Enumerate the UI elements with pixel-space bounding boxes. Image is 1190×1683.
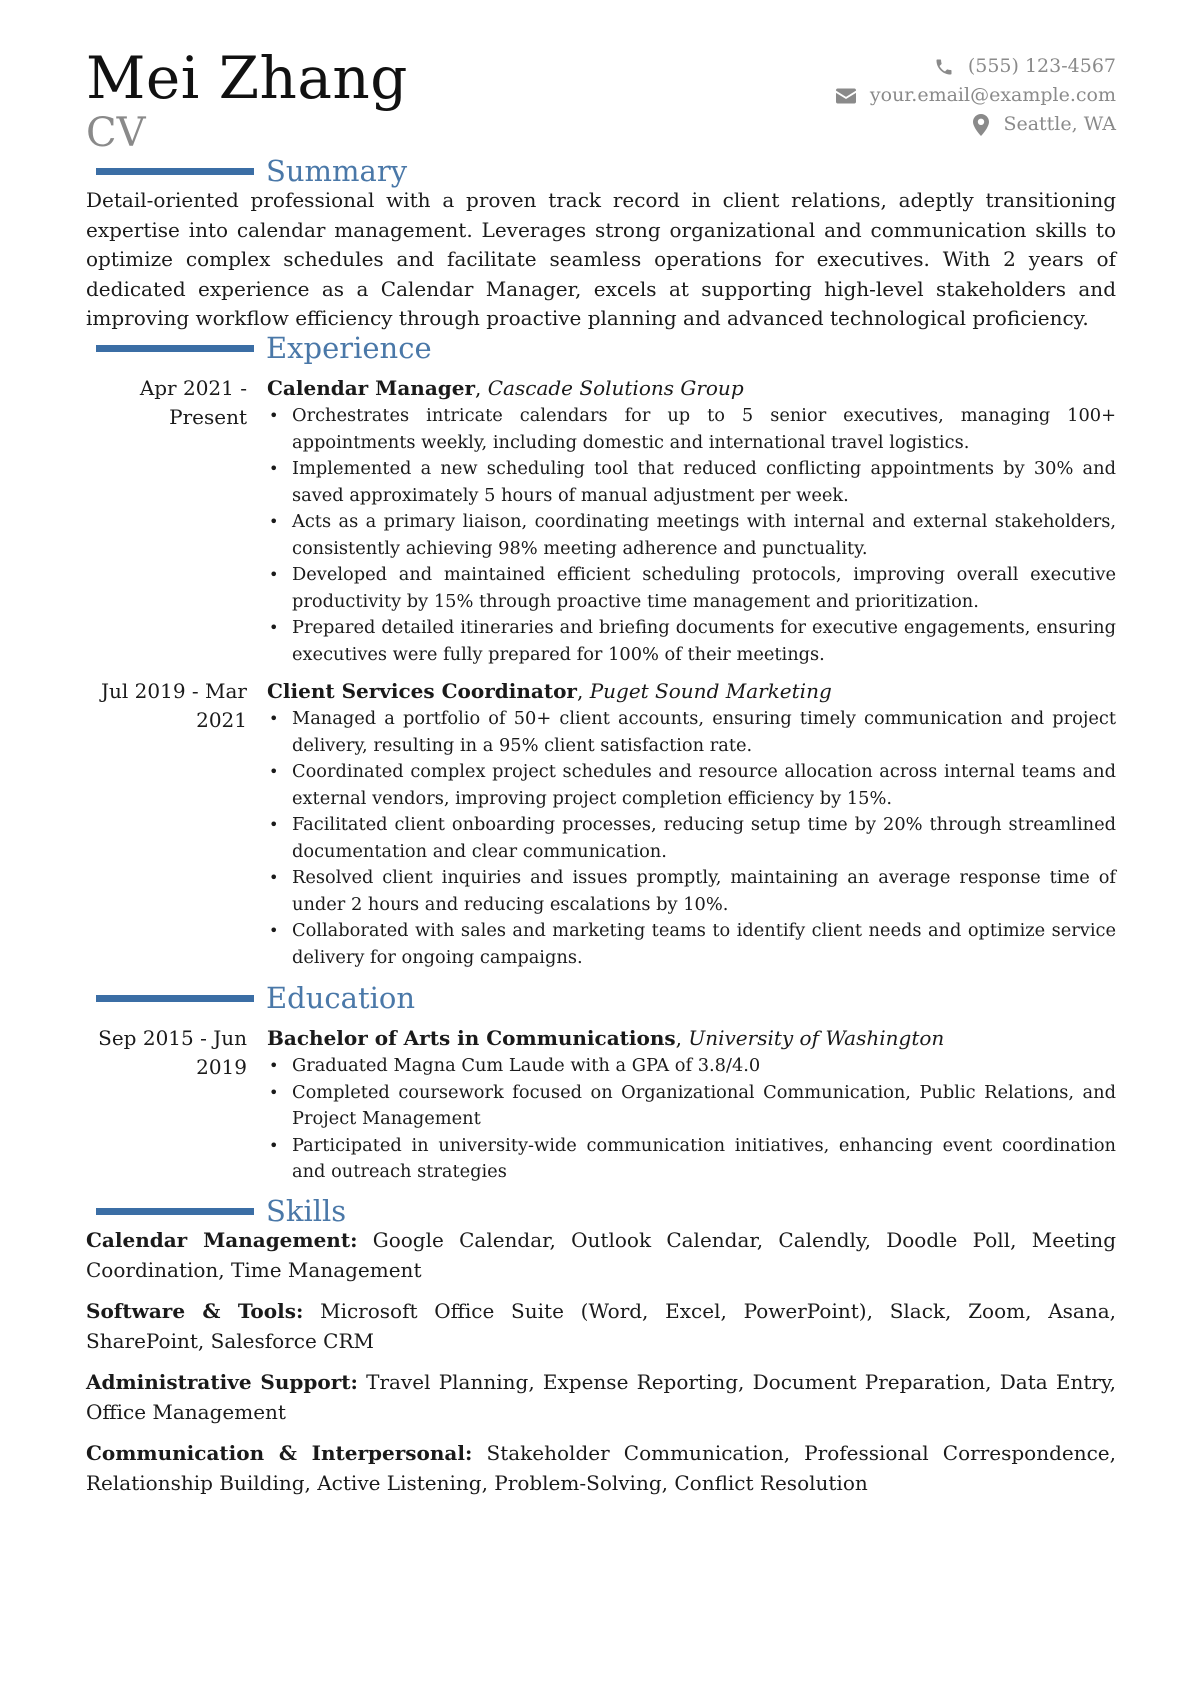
entry-title: Bachelor of Arts in Communications, University of Washington xyxy=(267,1026,945,1050)
section-rule xyxy=(96,995,254,1002)
bullet-item: • Acts as a primary liaison, coordinating meetings with internal and external stakeholders, consistently achieving 98% meeting adherence and punctuality. xyxy=(267,509,1116,562)
section-title-summary: Summary xyxy=(266,154,408,188)
bullet-list xyxy=(267,706,1116,971)
section-rule xyxy=(96,345,254,352)
skill-group xyxy=(86,1368,1116,1427)
entry-date: Jul 2019 - Mar 2021 xyxy=(101,679,247,732)
candidate-name: Mei Zhang xyxy=(86,44,408,112)
job-role: Client Services Coordinator xyxy=(267,679,577,703)
skill-items: Microsoft Office Suite (Word, Excel, PowerPoint), Slack, Zoom, Asana, SharePoint, Salesforce CRM xyxy=(86,1299,1116,1353)
entry-title: Calendar Manager, Cascade Solutions Group xyxy=(267,376,744,400)
resume-header xyxy=(86,46,1116,156)
skill-label: Communication & Interpersonal: xyxy=(86,1441,473,1465)
skill-items: Stakeholder Communication, Professional Correspondence, Relationship Building, Active Listening, Problem-Solving, Conflict Resolution xyxy=(86,1441,1116,1495)
bullet-list xyxy=(267,1053,1116,1186)
company-name: Puget Sound Marketing xyxy=(589,679,832,703)
section-header-experience xyxy=(96,331,432,365)
map-pin-icon xyxy=(973,114,989,136)
company-name: Cascade Solutions Group xyxy=(487,376,744,400)
bullet-item: • Prepared detailed itineraries and briefing documents for executive engagements, ensuring executives were fully prepared for 100% of their meetings. xyxy=(267,615,1116,668)
envelope-icon xyxy=(836,88,856,104)
section-title-experience: Experience xyxy=(266,331,432,365)
bullet-item: • Participated in university-wide communication initiatives, enhancing event coordination and outreach strategies xyxy=(267,1133,1116,1186)
phone-icon xyxy=(934,57,954,77)
bullet-list xyxy=(267,403,1116,668)
summary-text: Detail-oriented professional with a proven track record in client relations, adeptly transitioning expertise into calendar management. Leverages strong organizational and communication skills to optimize complex schedules and facilitate seamless operations for executives. With 2 years of dedicated experience as a Calendar Manager, excels at supporting high-level stakeholders and improving workflow efficiency through proactive planning and advanced technological proficiency. xyxy=(86,188,1116,330)
bullet-item: • Orchestrates intricate calendars for up to 5 senior executives, managing 100+ appointments weekly, including domestic and international travel logistics. xyxy=(267,403,1116,456)
email-row xyxy=(836,81,1116,110)
degree-name: Bachelor of Arts in Communications xyxy=(267,1026,676,1050)
skill-label: Software & Tools: xyxy=(86,1299,304,1323)
skill-items: Google Calendar, Outlook Calendar, Calendly, Doodle Poll, Meeting Coordination, Time Management xyxy=(86,1228,1116,1282)
contact-info xyxy=(836,52,1116,139)
section-rule xyxy=(96,168,254,175)
email-address[interactable]: your.email@example.com xyxy=(869,84,1116,106)
school-name: University of Washington xyxy=(688,1026,945,1050)
section-title-education: Education xyxy=(266,981,416,1015)
bullet-item: • Developed and maintained efficient scheduling protocols, improving overall executive productivity by 15% through proactive time management and prioritization. xyxy=(267,562,1116,615)
section-title-skills: Skills xyxy=(266,1194,347,1228)
entry-title: Client Services Coordinator, Puget Sound Marketing xyxy=(267,679,832,703)
bullet-item: • Completed coursework focused on Organizational Communication, Public Relations, and Project Management xyxy=(267,1080,1116,1133)
bullet-item: • Collaborated with sales and marketing teams to identify client needs and optimize service delivery for ongoing campaigns. xyxy=(267,918,1116,971)
bullet-item: • Coordinated complex project schedules and resource allocation across internal teams and external vendors, improving project completion efficiency by 15%. xyxy=(267,759,1116,812)
bullet-item: • Managed a portfolio of 50+ client accounts, ensuring timely communication and project delivery, resulting in a 95% client satisfaction rate. xyxy=(267,706,1116,759)
location-row xyxy=(836,110,1116,139)
skill-label: Calendar Management: xyxy=(86,1228,358,1252)
bullet-item: • Facilitated client onboarding processes, reducing setup time by 20% through streamlined documentation and clear communication. xyxy=(267,812,1116,865)
phone-number[interactable]: (555) 123-4567 xyxy=(967,55,1116,77)
skill-group xyxy=(86,1226,1116,1285)
skill-group xyxy=(86,1297,1116,1356)
phone-row xyxy=(836,52,1116,81)
skill-items: Travel Planning, Expense Reporting, Document Preparation, Data Entry, Office Management xyxy=(86,1370,1116,1424)
bullet-item: • Implemented a new scheduling tool that reduced conflicting appointments by 30% and saved approximately 5 hours of manual adjustment per week. xyxy=(267,456,1116,509)
bullet-item: • Graduated Magna Cum Laude with a GPA of 3.8/4.0 xyxy=(267,1053,1116,1080)
document-subtitle: CV xyxy=(86,110,146,156)
bullet-item: • Resolved client inquiries and issues promptly, maintaining an average response time of under 2 hours and reducing escalations by 10%. xyxy=(267,865,1116,918)
skill-group xyxy=(86,1439,1116,1498)
section-header-education xyxy=(96,981,415,1015)
job-role: Calendar Manager xyxy=(267,376,476,400)
location: Seattle, WA xyxy=(1003,113,1116,135)
skill-label: Administrative Support: xyxy=(86,1370,358,1394)
section-header-summary xyxy=(96,154,407,188)
entry-date: Apr 2021 - Present xyxy=(139,376,247,429)
section-header-skills xyxy=(96,1194,346,1228)
entry-date: Sep 2015 - Jun 2019 xyxy=(98,1026,247,1079)
section-rule xyxy=(96,1208,254,1215)
